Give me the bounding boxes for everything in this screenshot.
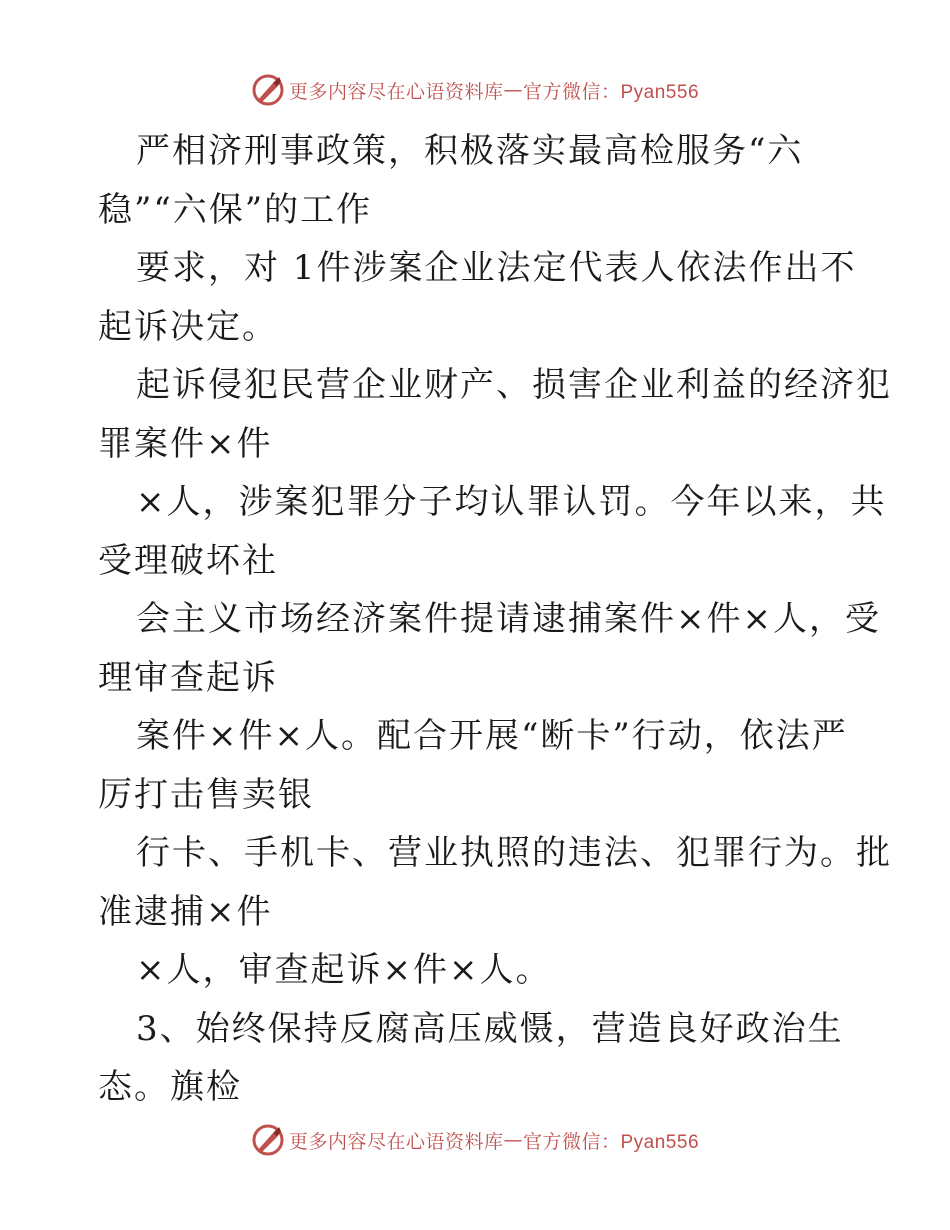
body-line: 受理破坏社 <box>98 540 278 581</box>
body-line: ×人，涉案犯罪分子均认罪认罚。今年以来，共 <box>136 482 887 522</box>
header-watermark <box>0 70 950 110</box>
watermark-text: 更多内容尽在心语资料库 <box>288 1130 504 1153</box>
body-line: 态。旗检 <box>98 1067 242 1107</box>
body-line: 稳”“六保”的工作 <box>98 189 373 230</box>
watermark-dash: — <box>503 79 523 101</box>
pen-logo-icon <box>251 73 285 107</box>
body-line: 会主义市场经济案件提请逮捕案件×件×人，受 <box>136 599 881 639</box>
watermark-dash: — <box>503 1129 523 1151</box>
body-line: 要求，对 1件涉案企业法定代表人依法作出不 <box>136 248 857 288</box>
body-line: 准逮捕×件 <box>98 891 273 932</box>
body-line: 起诉决定。 <box>98 306 278 347</box>
body-line: 行卡、手机卡、营业执照的违法、犯罪行为。批 <box>136 833 892 873</box>
body-line: 理审查起诉 <box>98 657 278 698</box>
watermark-contact: 官方微信：Pyan556 <box>523 81 700 103</box>
watermark-contact: 官方微信：Pyan556 <box>523 1131 700 1153</box>
watermark-text: 更多内容尽在心语资料库 <box>288 80 504 103</box>
body-line: 严相济刑事政策，积极落实最高检服务“六 <box>136 131 804 171</box>
body-line: 案件×件×人。配合开展“断卡”行动，依法严 <box>136 716 848 756</box>
pen-logo-icon <box>251 1123 285 1157</box>
body-line: 3、始终保持反腐高压威慑，营造良好政治生 <box>136 1008 844 1049</box>
document-body <box>98 122 892 1117</box>
body-line: 厉打击售卖银 <box>98 774 314 815</box>
body-line: 起诉侵犯民营企业财产、损害企业利益的经济犯 <box>136 365 892 405</box>
footer-watermark <box>0 1120 950 1160</box>
body-line: 罪案件×件 <box>98 423 273 464</box>
body-line: ×人，审查起诉×件×人。 <box>136 950 552 990</box>
